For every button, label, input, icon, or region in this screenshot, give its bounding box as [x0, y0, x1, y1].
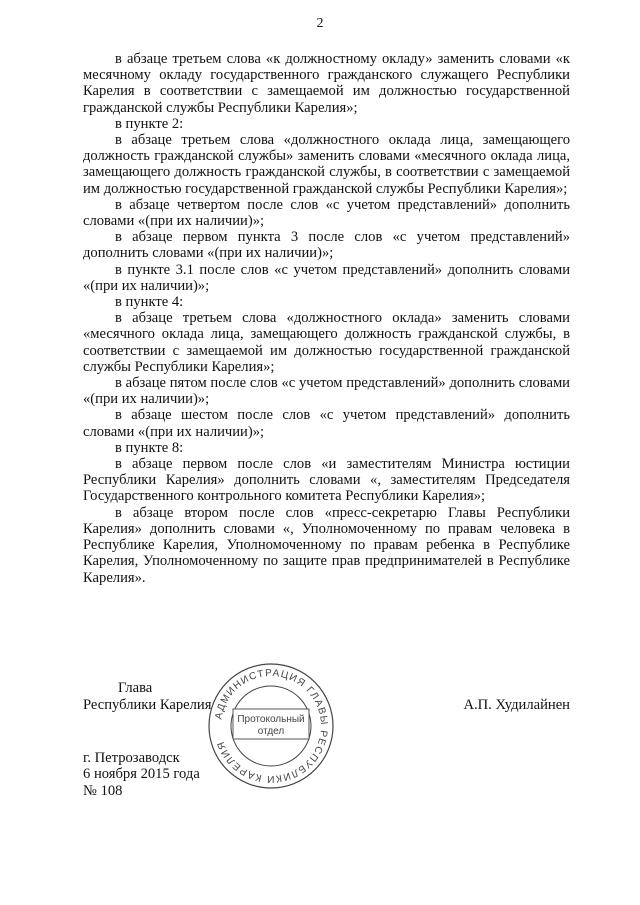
paragraph: в абзаце втором после слов «пресс-секретарю Главы Республики Карелия» дополнить словами «, Уполномоченному по правам человека в Республике Карелия, Уполномоченному по правам ребенка в Республике Карелия, Уполномоченному по защите прав предпринимателей в Республике Карелия». [83, 504, 570, 586]
paragraph: в абзаце первом пункта 3 после слов «с учетом представлений» дополнить словами «(при их наличии)»; [83, 229, 570, 262]
paragraph: в абзаце четвертом после слов «с учетом представлений» дополнить словами «(при их наличии)»; [83, 196, 570, 230]
paragraph: в пункте 3.1 после слов «с учетом представлений» дополнить словами «(при их наличии)»; [83, 261, 570, 294]
signature-org: Республики Карелия [83, 697, 212, 713]
document-number: № 108 [83, 782, 123, 799]
stamp-seal [206, 661, 336, 791]
paragraph: в пункте 8: [115, 439, 184, 456]
document-body [83, 51, 570, 586]
stamp-label-line1: Протокольный [237, 714, 305, 725]
paragraph: в пункте 4: [115, 294, 184, 311]
signature-title: Глава [118, 680, 153, 696]
city: г. Петрозаводск [83, 750, 180, 766]
stamp-ring-text: АДМИНИСТРАЦИЯ ГЛАВЫ РЕСПУБЛИКИ КАРЕЛИЯ [213, 667, 330, 785]
paragraph: в абзаце третьем слова «должностного оклада лица, замещающего должность гражданской службы» заменить словами «месячного оклада лица, замещающего должность гражданской службы, в соответствии с замещаемой им должностью государственной гражданской службы Республики Карелия»; [83, 132, 570, 197]
paragraph: в абзаце первом после слов «и заместителям Министра юстиции Республики Карелия» дополнить словами «, заместителям Председателя Государственного контрольного комитета Республики Карелия»; [83, 456, 570, 505]
signature-name: А.П. Худилайнен [463, 697, 570, 713]
paragraph: в пункте 2: [115, 115, 184, 132]
document-place-date [83, 750, 200, 799]
paragraph: в абзаце пятом после слов «с учетом представлений» дополнить словами «(при их наличии)»; [83, 375, 570, 408]
paragraph: в абзаце третьем слова «должностного оклада» заменить словами «месячного оклада лица, замещающего должность гражданской службы, в соответствии с замещаемой им должностью государственной гражданской службы Республики Карелия»; [83, 310, 570, 375]
paragraph: в абзаце третьем слова «к должностному окладу» заменить словами «к месячному окладу государственного гражданского служащего Республики Карелия в соответствии с замещаемой им должностью государственной гражданской службы Республики Карелия»; [83, 51, 570, 116]
page-number: 2 [316, 16, 324, 31]
date: 6 ноября 2015 года [83, 766, 200, 783]
paragraph: в абзаце шестом после слов «с учетом представлений» дополнить словами «(при их наличии)»; [83, 407, 570, 440]
stamp-label-line2: отдел [257, 726, 285, 737]
